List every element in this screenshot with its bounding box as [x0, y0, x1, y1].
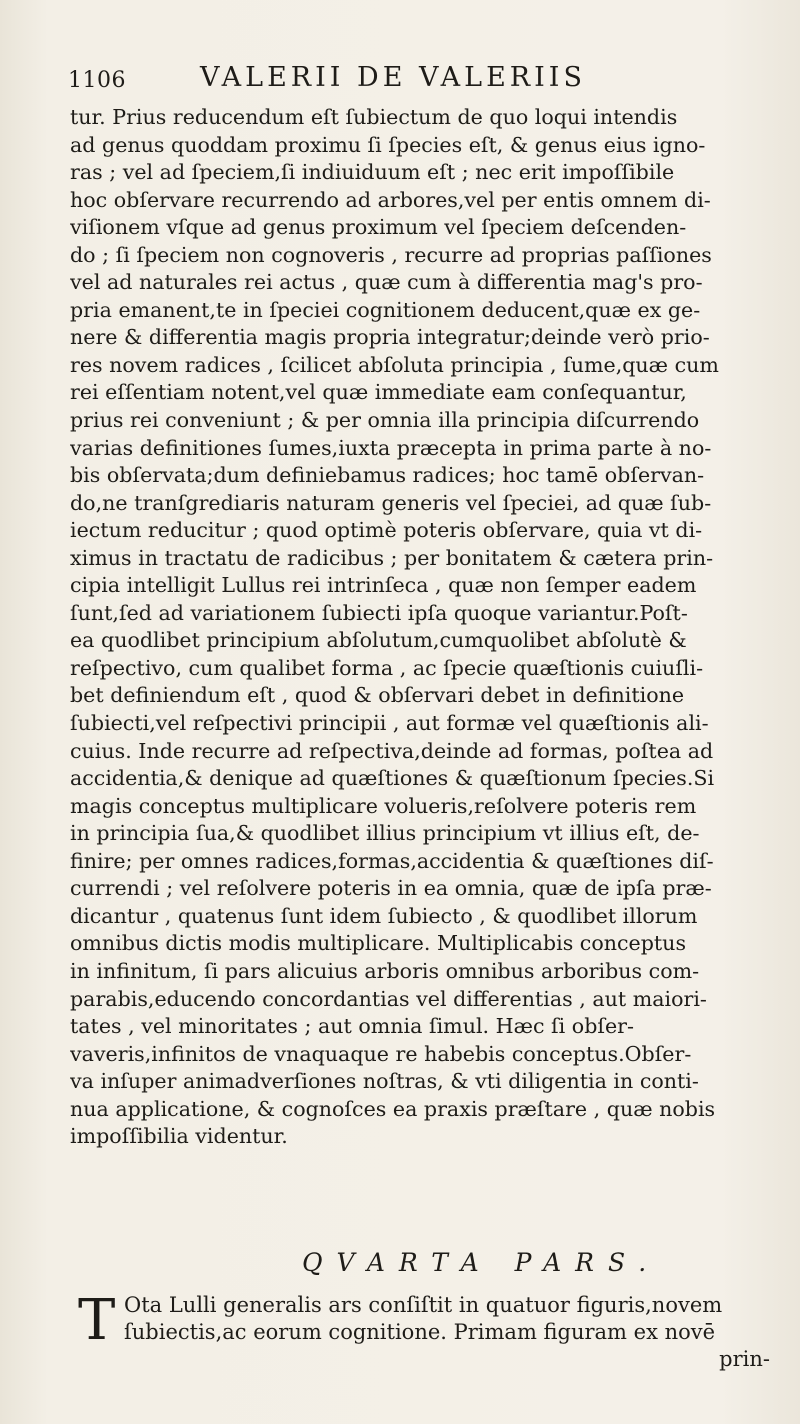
text-line: hoc obſervare recurrendo ad arbores,vel per entis omnem di-	[70, 187, 711, 212]
section-intro	[78, 1288, 778, 1373]
drop-cap: T	[78, 1288, 116, 1353]
text-line: bet definiendum eſt , quod & obſervari debet in definitione	[70, 683, 685, 708]
text-line: do,ne tranſgrediaris naturam generis vel ſpeciei, ad quæ ſub-	[70, 490, 712, 515]
section-heading: QVARTA PARS.	[302, 1248, 661, 1277]
page-header	[0, 62, 800, 102]
text-line: parabis,educendo concordantias vel differentias , aut maiori-	[70, 986, 707, 1011]
text-line: ſunt,ſed ad variationem ſubiecti ipſa quoque variantur.Poſt-	[70, 600, 688, 625]
text-line: vaveris,infinitos de vnaquaque re habebis conceptus.Obſer-	[70, 1041, 692, 1066]
text-line: in infinitum, ſi pars alicuius arboris omnibus arboribus com-	[70, 958, 700, 983]
text-line: va inſuper animadverſiones noſtras, & vti diligentia in conti-	[70, 1069, 699, 1094]
text-line: iectum reducitur ; quod optimè poteris obſervare, quia vt di-	[70, 518, 703, 543]
text-line: magis conceptus multiplicare volueris,reſolvere poteris rem	[70, 793, 697, 818]
main-text	[70, 104, 775, 1151]
intro-line-catchword: prin-	[719, 1347, 770, 1371]
text-line: pria emanent,te in ſpeciei cognitionem deducent,quæ ex ge-	[70, 297, 701, 322]
text-line: in principia ſua,& quodlibet illius principium vt illius eſt, de-	[70, 821, 700, 846]
text-line: ras ; vel ad ſpeciem,ſi indiuiduum eſt ; nec erit impoſſibile	[70, 160, 675, 185]
text-line: currendi ; vel reſolvere poteris in ea omnia, quæ de ipſa præ-	[70, 876, 712, 901]
text-line: rei eſſentiam notent,vel quæ immediate eam conſequantur,	[70, 380, 687, 405]
running-head: VALERII DE VALERIIS	[200, 62, 586, 93]
text-line: cipia intelligit Lullus rei intrinſeca , quæ non ſemper eadem	[70, 573, 697, 598]
text-line: ad genus quoddam proximu ſi ſpecies eſt, & genus eius igno-	[70, 132, 706, 157]
text-line: accidentia,& denique ad quæſtiones & quæſtionum ſpecies.Si	[70, 766, 715, 791]
text-line: nua applicatione, & cognoſces ea praxis præſtare , quæ nobis	[70, 1096, 716, 1121]
text-line: tur. Prius reducendum eſt ſubiectum de quo loqui intendis	[70, 105, 678, 129]
text-line: finire; per omnes radices,formas,accidentia & quæſtiones diſ-	[70, 848, 714, 873]
text-line: prius rei conveniunt ; & per omnia illa principia diſcurrendo	[70, 408, 700, 433]
text-line: viſionem vſque ad genus proximum vel ſpeciem deſcenden-	[70, 215, 687, 240]
text-line: do ; ſi ſpeciem non cognoveris , recurre ad proprias paſſiones	[70, 242, 712, 267]
text-line: ximus in tractatu de radicibus ; per bonitatem & cætera prin-	[70, 545, 714, 570]
text-line: nere & differentia magis propria integratur;deinde verò prio-	[70, 325, 710, 350]
text-line: tates , vel minoritates ; aut omnia ſimul. Hæc ſi obſer-	[70, 1014, 634, 1039]
intro-line: Ota Lulli generalis ars conſiſtit in quatuor figuris,novem	[124, 1293, 723, 1317]
text-line: ea quodlibet principium abſolutum,cumquolibet abſolutè &	[70, 628, 687, 653]
text-line: varias definitiones ſumes,iuxta præcepta in prima parte à no-	[70, 435, 712, 460]
text-line: vel ad naturales rei actus , quæ cum à differentia mag's pro-	[70, 270, 703, 295]
text-line: impoſſibilia videntur.	[70, 1124, 288, 1149]
text-line: cuius. Inde recurre ad reſpectiva,deinde ad formas, poſtea ad	[70, 738, 714, 763]
intro-line: ſubiectis,ac eorum cognitione. Primam figuram ex novē	[124, 1320, 716, 1344]
text-line: bis obſervata;dum definiebamus radices; hoc tamē obſervan-	[70, 463, 705, 488]
text-line: omnibus dictis modis multiplicare. Multiplicabis conceptus	[70, 931, 687, 956]
text-line: res novem radices , ſcilicet abſoluta principia , ſume,quæ cum	[70, 352, 719, 377]
text-line: ſubiecti,vel reſpectivi principii , aut formæ vel quæſtionis ali-	[70, 711, 709, 736]
text-line: reſpectivo, cum qualibet forma , ac ſpecie quæſtionis cuiuſli-	[70, 655, 704, 680]
page-number: 1106	[68, 68, 126, 93]
text-line: dicantur , quatenus ſunt idem ſubiecto , & quodlibet illorum	[70, 903, 698, 928]
